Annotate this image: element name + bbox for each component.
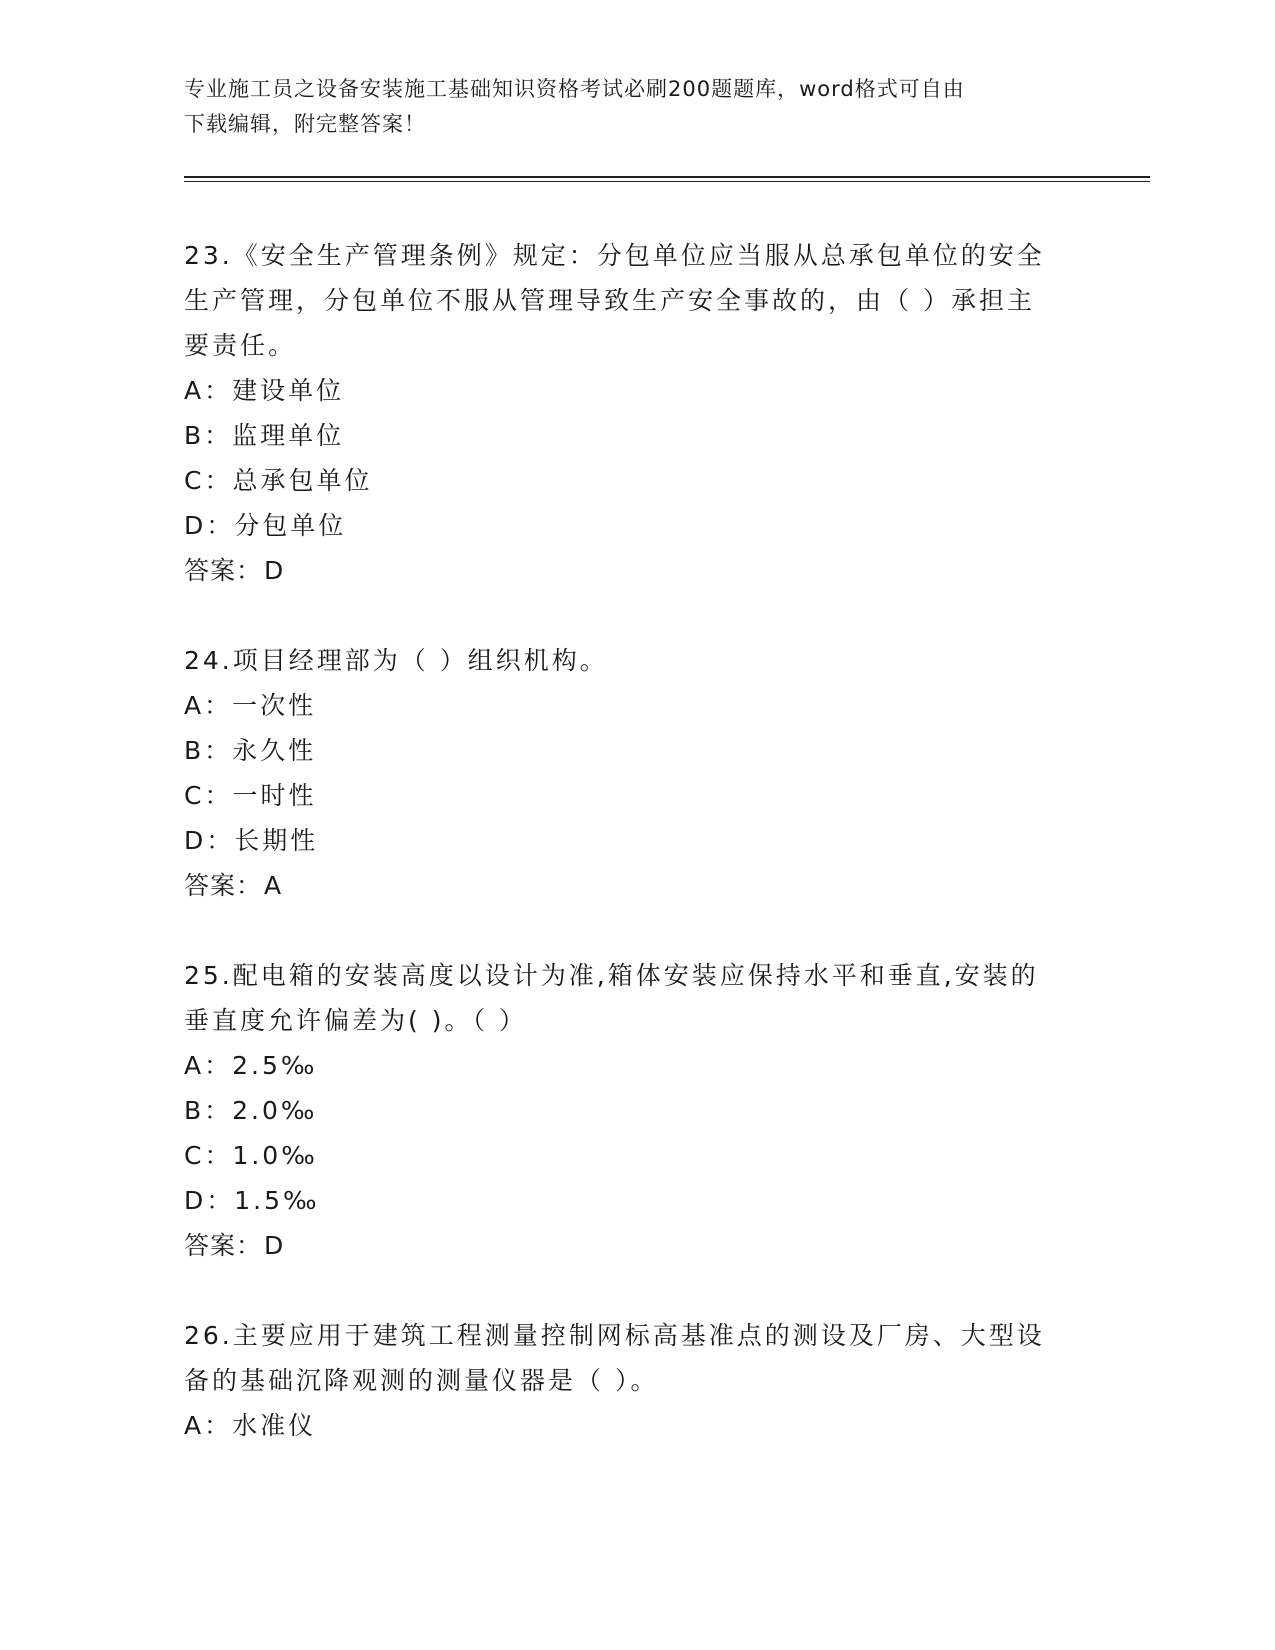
- question-stem-line: 24.项目经理部为（ ）组织机构。: [184, 646, 608, 675]
- answer-value: D: [264, 1231, 285, 1260]
- answer-label: 答案：: [184, 871, 263, 900]
- document-header: [184, 72, 1084, 142]
- question-stem-line: 26.主要应用于建筑工程测量控制网标高基准点的测设及厂房、大型设: [184, 1321, 1045, 1350]
- question-stem: [184, 638, 1084, 683]
- answer-label: 答案：: [184, 556, 263, 585]
- question-stem: [184, 233, 1084, 368]
- header-line-2: 下载编辑，附完整答案！: [184, 112, 426, 136]
- question-stem-line: 垂直度允许偏差为( )。（ ）: [184, 1006, 527, 1035]
- option-d: D：1.5‰: [184, 1186, 320, 1215]
- question-24: [184, 638, 1084, 908]
- answer-line: [184, 548, 1084, 593]
- question-stem-line: 要责任。: [184, 331, 297, 360]
- option-d: D：长期性: [184, 826, 319, 855]
- question-stem-line: 23.《安全生产管理条例》规定：分包单位应当服从总承包单位的安全: [184, 241, 1045, 270]
- option-a: A：建设单位: [184, 376, 345, 405]
- question-25: [184, 953, 1084, 1268]
- option-b: B：监理单位: [184, 421, 345, 450]
- option-b: B：永久性: [184, 736, 317, 765]
- answer-line: [184, 1223, 1084, 1268]
- option-a: A：一次性: [184, 691, 317, 720]
- question-26: [184, 1313, 1084, 1448]
- question-stem-line: 生产管理，分包单位不服从管理导致生产安全事故的，由（ ）承担主: [184, 286, 1035, 315]
- option-a: A：水准仪: [184, 1411, 317, 1440]
- question-stem: [184, 953, 1084, 1043]
- answer-value: A: [264, 871, 283, 900]
- header-divider-thin: [184, 181, 1150, 182]
- option-c: C：1.0‰: [184, 1141, 318, 1170]
- option-a: A：2.5‰: [184, 1051, 318, 1080]
- question-stem-line: 备的基础沉降观测的测量仪器是（ ）。: [184, 1366, 659, 1395]
- answer-value: D: [264, 556, 285, 585]
- header-line-1: 专业施工员之设备安装施工基础知识资格考试必刷200题题库，word格式可自由: [184, 77, 965, 101]
- option-b: B：2.0‰: [184, 1096, 318, 1125]
- option-c: C：总承包单位: [184, 466, 373, 495]
- question-stem: [184, 1313, 1084, 1403]
- question-23: [184, 233, 1084, 593]
- answer-line: [184, 863, 1084, 908]
- question-stem-line: 25.配电箱的安装高度以设计为准,箱体安装应保持水平和垂直,安装的: [184, 961, 1039, 990]
- question-list: [184, 233, 1084, 1493]
- header-divider-thick: [184, 176, 1150, 178]
- option-d: D：分包单位: [184, 511, 347, 540]
- answer-label: 答案：: [184, 1231, 263, 1260]
- option-c: C：一时性: [184, 781, 317, 810]
